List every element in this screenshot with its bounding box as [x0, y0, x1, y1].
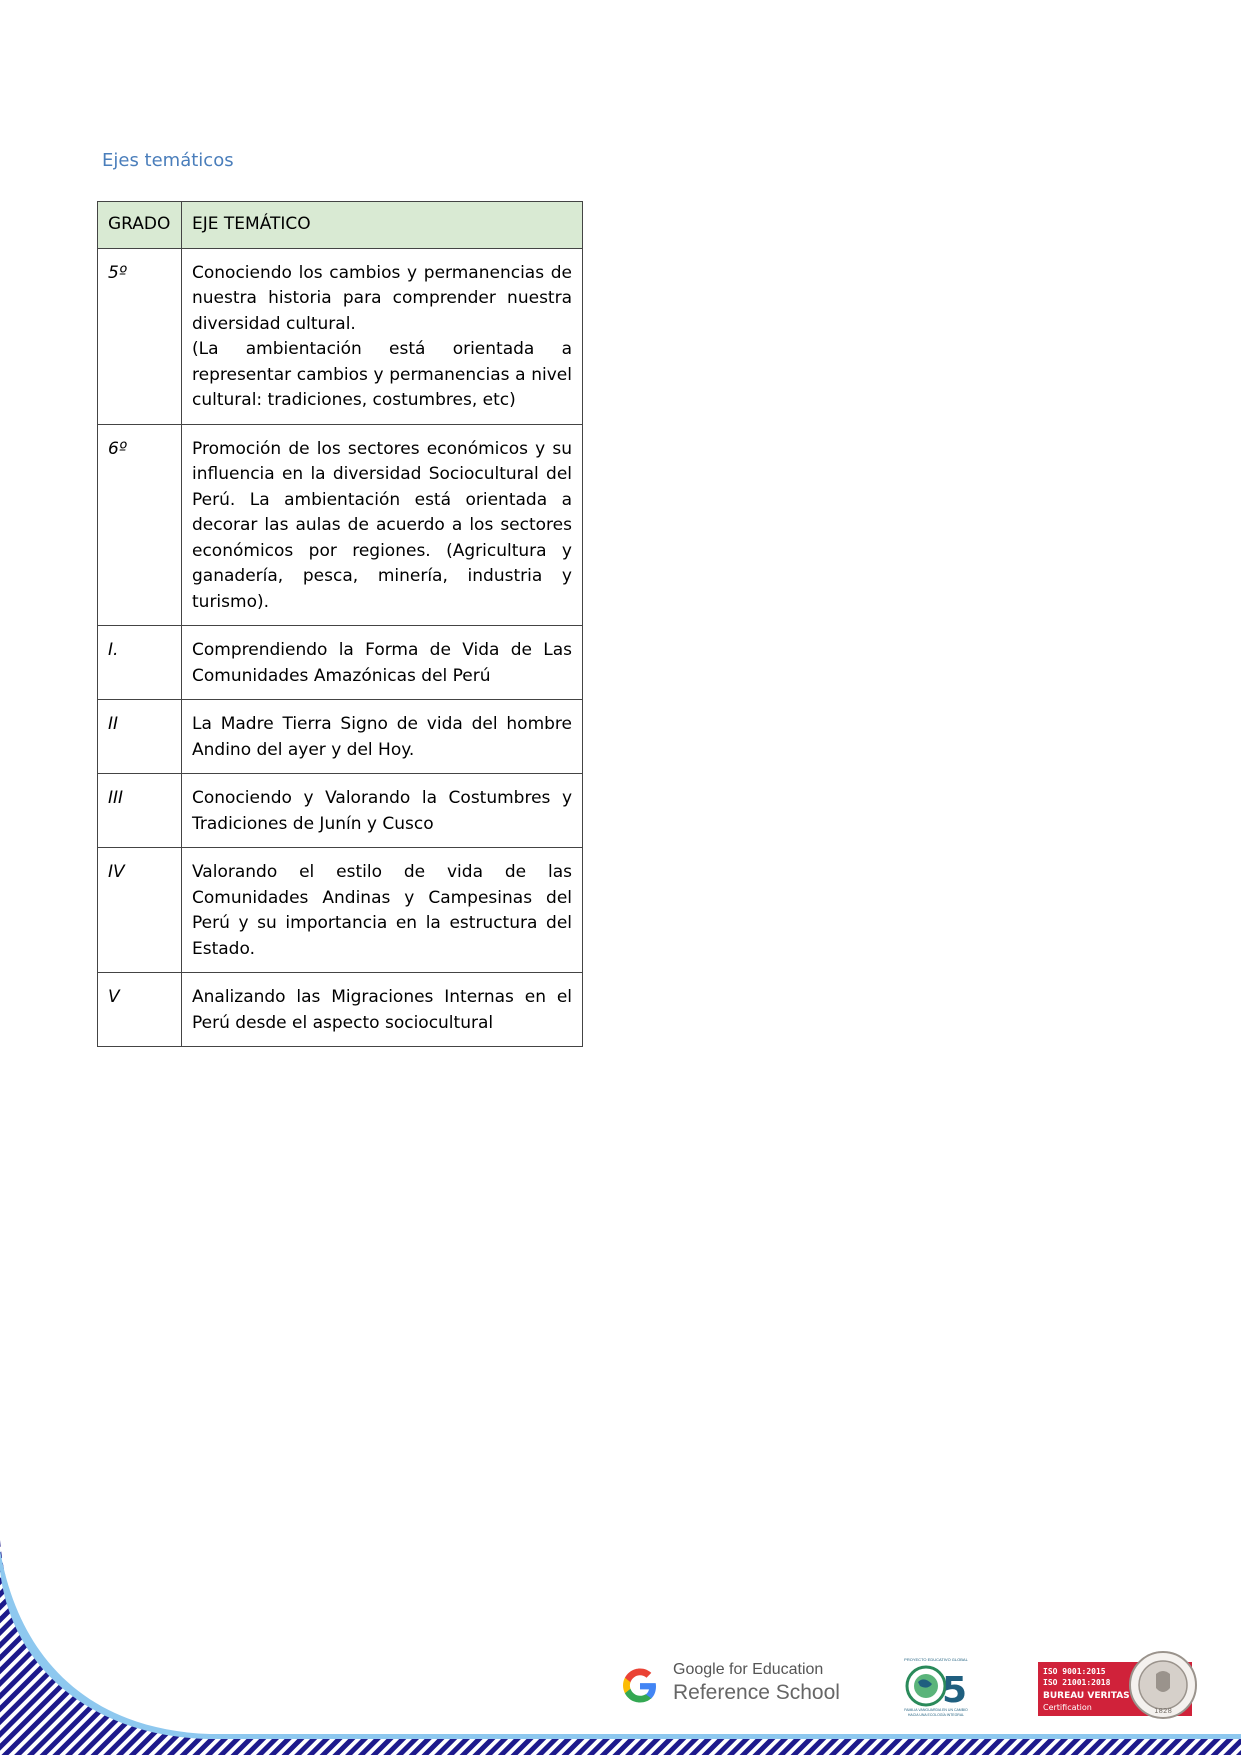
eje-cell — [182, 248, 583, 424]
eje-note: (La ambientación está orientada a representar cambios y permanencias a nivel cultural: tradiciones, costumbres, etc) — [192, 339, 572, 410]
bv-line4: Certification — [1043, 1703, 1092, 1712]
table-row — [98, 848, 583, 973]
grado-cell: IV — [98, 848, 182, 973]
google-line2: Reference School — [673, 1681, 840, 1704]
proyecto-bottom-text — [896, 1708, 976, 1717]
bureau-veritas-seal-icon — [1128, 1650, 1198, 1720]
eje-cell: Promoción de los sectores económicos y su influencia en la diversidad Sociocultural del Perú. La ambientación está orientada a decorar las aulas de acuerdo a los sectores económicos por regiones. (Agricultura y ganadería, pesca, minería, industria y turismo). — [182, 424, 583, 626]
table-row — [98, 973, 583, 1047]
eje-cell: Analizando las Migraciones Internas en el Perú desde el aspecto sociocultural — [182, 973, 583, 1047]
eje-text: Conociendo los cambios y permanencias de nuestra historia para comprender nuestra diversidad cultural. — [192, 262, 572, 334]
grado-cell: III — [98, 774, 182, 848]
table-row — [98, 700, 583, 774]
grado-cell: I. — [98, 626, 182, 700]
table-row — [98, 424, 583, 626]
eje-cell: La Madre Tierra Signo de vida del hombre Andino del ayer y del Hoy. — [182, 700, 583, 774]
proyecto-top-text: PROYECTO EDUCATIVO GLOBAL — [904, 1657, 968, 1662]
section-heading: Ejes temáticos — [102, 150, 234, 171]
proyecto-educativo-logo — [896, 1657, 976, 1719]
eje-cell: Conociendo y Valorando la Costumbres y Tradiciones de Junín y Cusco — [182, 774, 583, 848]
bv-line3: BUREAU VERITAS — [1043, 1691, 1130, 1701]
table-row — [98, 774, 583, 848]
google-for-education-logo — [620, 1660, 845, 1710]
globe-icon — [896, 1662, 976, 1708]
google-g-icon — [620, 1666, 660, 1706]
svg-text:5: 5 — [942, 1670, 968, 1708]
bureau-veritas-logo — [1038, 1662, 1192, 1716]
grado-cell: II — [98, 700, 182, 774]
header-eje-tematico: EJE TEMÁTICO — [182, 202, 583, 249]
eje-cell: Comprendiendo la Forma de Vida de Las Comunidades Amazónicas del Perú — [182, 626, 583, 700]
footer-decoration — [0, 1540, 1241, 1755]
grado-cell: V — [98, 973, 182, 1047]
header-grado: GRADO — [98, 202, 182, 249]
google-line1: Google for Education — [673, 1661, 824, 1678]
grado-cell: 6º — [98, 424, 182, 626]
bv-line2: ISO 21001:2018 — [1043, 1678, 1111, 1687]
table-row — [98, 626, 583, 700]
bv-seal-year: 1828 — [1154, 1707, 1172, 1715]
eje-cell: Valorando el estilo de vida de las Comunidades Andinas y Campesinas del Perú y su importancia en la estructura del Estado. — [182, 848, 583, 973]
bv-line1: ISO 9001:2015 — [1043, 1667, 1106, 1676]
proyecto-bottom-line2: HACIA UNA ECOLOGÍA INTEGRAL — [907, 1712, 965, 1717]
table-row — [98, 248, 583, 424]
proyecto-bottom-line1: FAMILIA VANGUARDIA EN UN CAMBIO — [904, 1708, 968, 1712]
ejes-tematicos-table — [97, 201, 583, 1047]
table-header-row — [98, 202, 583, 249]
grado-cell: 5º — [98, 248, 182, 424]
